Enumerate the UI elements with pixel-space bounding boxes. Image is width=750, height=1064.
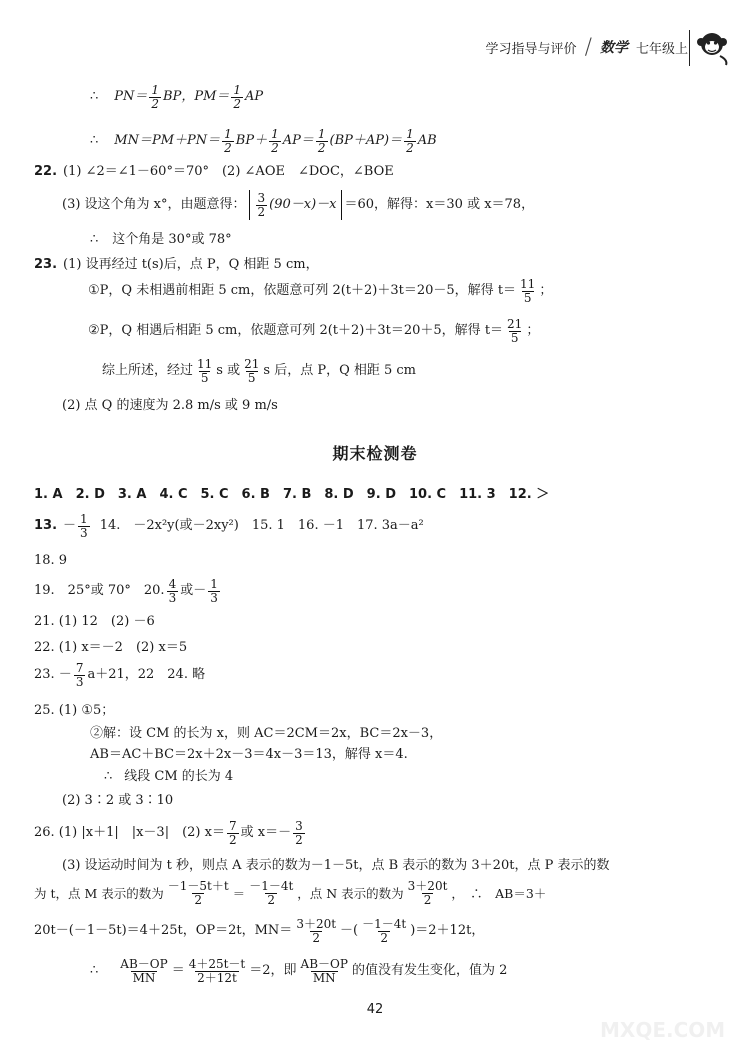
q22-part1: 22. (1) ∠2＝∠1－60°＝70° (2) ∠AOE ∠DOC，∠BOE: [34, 164, 394, 179]
page-header: [486, 30, 688, 64]
answers-row-1-12: 1. A 2. D 3. A 4. C 5. C 6. B 7. B 8. D 9. D 10. C 11. 3 12. ＞: [34, 487, 550, 502]
answer-25-solution-2: AB＝AC＋BC＝2x＋2x－3＝4x－3＝13，解得 x＝4.: [90, 747, 408, 762]
answer-26-part1-2: 26. (1) |x＋1| |x－3| (2) x＝ 7 2 或 x＝－ 3 2: [34, 819, 303, 847]
q23-case-b: ②P，Q 相遇后相距 5 cm，依题意可列 2(t＋2)＋3t＝20＋5，解得 t＝ 21 5 ；: [88, 317, 540, 345]
answer-25-solution-1: ②解：设 CM 的长为 x，则 AC＝2CM＝2x，BC＝2x－3，: [90, 726, 443, 741]
line-pn-pm: ∴ PN＝ 1 2 BP，PM＝ 1 2 AP: [90, 83, 264, 111]
q22-conclusion: ∴ 这个角是 30°或 78°: [90, 232, 232, 247]
answer-25-part2: (2) 3∶2 或 3∶10: [62, 793, 174, 808]
answer-18: 18. 9: [34, 553, 68, 568]
grade-label: 七年级上: [635, 41, 688, 57]
header-slash: /: [584, 34, 592, 60]
section-title: 期末检测卷: [332, 444, 418, 463]
q23-part1: 23. (1) 设再经过 t(s)后，点 P，Q 相距 5 cm，: [34, 257, 319, 272]
header-divider: [689, 30, 690, 66]
q23-case-a: ①P，Q 未相遇前相距 5 cm，依题意可列 2(t＋2)＋3t＝20－5，解得 t＝ 11 5 ；: [88, 277, 553, 305]
book-title: 学习指导与评价: [485, 41, 577, 57]
answer-26-part3-line3: 20t－(－1－5t)＝4＋25t，OP＝2t，MN＝ 3＋20t 2 －( －1－4t 2 )＝2＋12t，: [34, 917, 485, 945]
monkey-mascot-icon: [692, 26, 732, 66]
watermark: MXQE.COM: [600, 1018, 726, 1042]
answer-21: 21. (1) 12 (2) －6: [34, 614, 155, 629]
line-mn: ∴ MN＝PM＋PN＝ 1 2 BP＋ 1 2 AP＝ 1 2 (BP＋AP)＝ 1 2 AB: [90, 127, 437, 155]
fraction-half: 1 2: [151, 83, 160, 111]
answer-26-part3-line1: (3) 设运动时间为 t 秒，则点 A 表示的数为－1－5t，点 B 表示的数为 3＋20t，点 P 表示的数: [62, 858, 610, 873]
q23-part2: (2) 点 Q 的速度为 2.8 m/s 或 9 m/s: [62, 398, 278, 413]
answer-22: 22. (1) x＝－2 (2) x＝5: [34, 640, 188, 655]
absolute-value-expr: 3 2 (90－x)－x: [249, 190, 342, 220]
answer-25-part1: 25. (1) ①5；: [34, 703, 115, 718]
page-number: 42: [366, 1002, 384, 1017]
answers-row-19-20: 19. 25°或 70° 20. 4 3 或－ 1 3: [34, 577, 218, 605]
answers-row-13-17: 13. － 1 3 14. －2x²y(或－2xy²) 15. 1 16. －1 17. 3a－a²: [34, 512, 424, 540]
answer-26-part3-line2: 为 t，点 M 表示的数为 －1－5t＋t 2 ＝ －1－4t 2 ，点 N 表示的数为 3＋20t 2 ， ∴ AB＝3＋: [34, 879, 547, 907]
q23-conclusion: 综上所述，经过 11 5 s 或 21 5 s 后，点 P，Q 相距 5 cm: [102, 357, 417, 385]
answers-row-23-24: 23. － 7 3 a＋21，22 24. 略: [34, 661, 206, 689]
q22-part3: (3) 设这个角为 x°，由题意得： 3 2 (90－x)－x ＝60，解得：x＝30 或 x＝78，: [62, 191, 535, 219]
answer-26-part3-line4: ∴ AB－OP MN ＝ 4＋25t－t 2＋12t ＝2，即 AB－OP MN 的值没有发生变化，值为 2: [90, 957, 508, 985]
answer-25-conclusion: ∴ 线段 CM 的长为 4: [104, 769, 234, 784]
subject-label: 数学: [599, 40, 628, 56]
